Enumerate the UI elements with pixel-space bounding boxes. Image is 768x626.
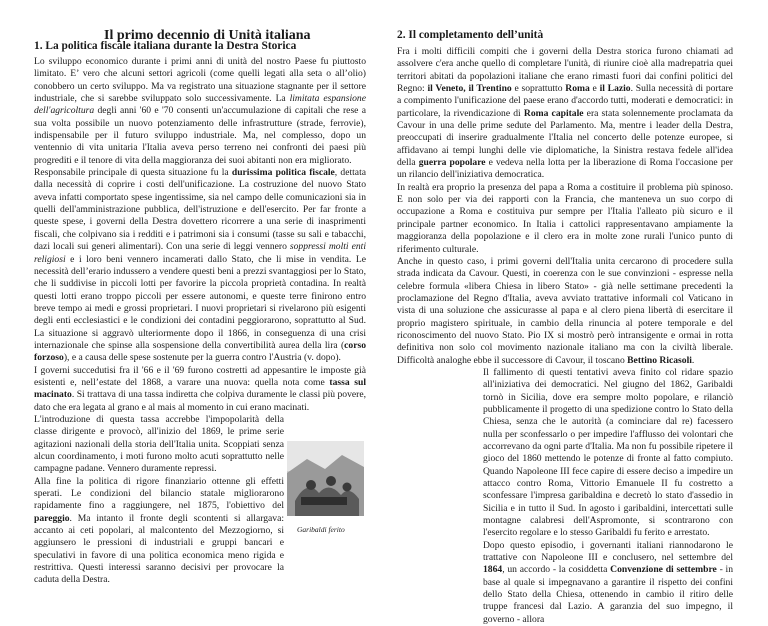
- paragraph: [34, 365, 366, 414]
- bold-text: Bettino Ricasoli: [627, 354, 692, 366]
- text-run: , un accordo - la cosiddetta: [502, 564, 611, 576]
- garibaldi-wounded-illustration: [287, 441, 364, 516]
- bold-text: corso forzoso: [34, 339, 366, 364]
- text-run: e vedeva nella lotta per la liberazione di Roma l'occasione per un rilancio dell'iniziativa democratica.: [397, 157, 733, 181]
- bold-text: Roma capitale: [523, 107, 584, 119]
- text-run: Responsabile principale di questa situazione fu la: [34, 167, 232, 179]
- text-run: Fra i molti difficili compiti che i governi della Destra storica furono chiamati ad assolvere c'era anche quello di completare l'unità, di riunire cioè alla madrepatria quei territori abitati da popolazioni italiane che erano rimasti fuori dai confini politici del Regno:: [397, 46, 733, 95]
- text-run: . Sulla necessità di portare a compimento l'unificazione del paese erano d'accordo tutti, moderati e democratici: in particolare, la rivendicazione di: [397, 83, 733, 119]
- italic-text: soppressi molti enti religiosi: [34, 241, 366, 265]
- section-1-heading: 1. La politica fiscale italiana durante la Destra Storica: [34, 40, 297, 52]
- figure-caption: Garibaldi ferito: [297, 525, 345, 534]
- engraving-image: [287, 441, 364, 516]
- text-run: . Ma intanto il fronte degli scontenti si allargava: accanto ai ceti popolari, al malcontento del Mezzogiorno, si aggiunsero le pressioni di industriali e gruppi bancari e speculativi in favore di una politica economica meno rigida e restrittiva. Questi interessi saranno decisivi per provocare la caduta della Destra.: [34, 512, 284, 586]
- bold-text: guerra popolare: [418, 157, 486, 169]
- text-run: In realtà era proprio la presenza del papa a Roma a costituire il problema più spinoso. E non solo per via dei rapporti con la Francia, che manteneva un suo corpo di occupazione a Roma e costituiva pur sempre per l'Italia l'alleato più sicuro e il principale partner economico. In Italia i cattolici rappresentavano ampiamente la maggioranza della popolazione e il clero era in molte zone rurali l'unico punto di riferimento culturale.: [397, 181, 733, 255]
- bold-text: il Lazio: [599, 83, 631, 95]
- text-run: degli anni '60 e '70 consenti un'accumulazione di capitali che rese a sua volta possibile un nuovo potenziamento delle infrastrutture (strade, ferrovie), indispensabile per il futuro sviluppo industriale. Ma, nel complesso, dopo un ventennio di vita unitaria l'Italia aveva perso terreno nei confronti dei paesi più progrediti e il tenore di vita della maggioranza dei suoi abitanti non era migliorato.: [34, 105, 366, 166]
- text-run: - in base al quale si impegnavano a garantire il rispetto dei confini dello Stato della Chiesa, ottenendo in cambio il ritiro delle truppe francesi dal Lazio. A garanzia del suo impegno, il governo - allora: [483, 564, 733, 625]
- bold-text: tassa sul macinato: [34, 376, 367, 401]
- text-run: Dopo questo episodio, i governanti italiani riannodarono le trattative con Napoleone III e conclusero, nel settembre del: [483, 539, 733, 564]
- paragraph: [34, 167, 366, 365]
- text-run: Anche in questo caso, i primi governi dell'Italia unita cercarono di procedere sulla strada indicata da Cavour. Questi, in coerenza con le sue convinzioni - espresse nella celebre formula «libera Chiesa in libero Stato» - già nelle settimane precedenti la proclamazione del Regno d'Italia, aveva avviato trattative informali col Vaticano in vista di una soluzione che assicurasse al papa e al clero piena libertà di esercitare il proprio magistero spirituale, in cambio della rinuncia al potere temporale e del riconoscimento del nuovo Stato. Pio IX si mostrò però intransigente e ormai in rotta definitiva non solo col movimento nazionale italiano ma con la civiltà liberale. Difficoltà analoghe ebbe il successore di Cavour, il toscano: [397, 255, 733, 366]
- text-run: . Si trattava di una tassa indiretta che colpiva duramente le classi più povere, dato che era legata al grano e al mais al momento in cui erano macinati.: [34, 389, 366, 413]
- text-run: era stata solennemente proclamata da Cavour in una delle prime sedute del Parlamento. Ma, mentre i leader della Destra, preoccupati di inserire gradualmente l'Italia nel concerto delle potenze europee, si affidavano ai tempi lunghi delle vie diplomatiche, la Sinistra restava fedele all'idea della: [397, 107, 734, 169]
- section-2-heading: 2. Il completamento dell’unità: [397, 29, 544, 41]
- paragraph: [483, 367, 733, 540]
- text-run: , dettata dalla necessità di coprire i costi dell'unificazione. La costruzione del nuovo Stato aveva infatti comportato spese ingentissime, sia nel campo delle comunicazioni sia in quelli dell'amministrazione pubblica, dell'istruzione e dell'esercito. Per far fronte a queste spese, i governi della Destra dovettero ricorrere a una serie di inasprimenti fiscali, che colpivano sia i redditi e i patrimoni sia i consumi (tasse su sali e tabacchi, dazi locali sui generi alimentari). Con una serie di leggi vennero: [34, 167, 366, 253]
- wrapped-text: [34, 414, 284, 587]
- text-run: ), e a causa delle spese sostenute per la guerra contro l'Austria (v. dopo).: [63, 352, 341, 364]
- paragraph: [397, 182, 733, 256]
- bold-text: pareggio: [34, 512, 70, 524]
- wrapped-text: [397, 367, 733, 626]
- bold-text: il Veneto, il Trentino: [427, 83, 512, 95]
- paragraph: [34, 414, 284, 476]
- bold-text: Roma: [565, 83, 590, 95]
- text-run: L'introduzione di questa tassa accrebbe l'impopolarità della classe dirigente e provocò, all'inizio del 1869, le prime serie agitazioni nazionali della storia dell'Italia unita. Scoppiati senza alcun coordinamento, i moti furono molto acuti soprattutto nelle campagne padane. Vennero duramente repressi.: [34, 413, 284, 475]
- text-run: e i loro beni vennero incamerati dallo Stato, che li mise in vendita. Le necessità dell’erario indussero a vendere questi beni a prezzi svantaggiosi per lo Stato, che li suddivise in piccoli lotti per favorire la piccola proprietà contadina. In realtà questi lotti erano troppo piccoli per essere autonomi, e queste terre finirono entro breve tempo ai medi e grossi proprietari. I nuovi proprietari si rivelarono più esigenti degli enti ecclesiastici e le condizioni dei contadini peggiorarono, soprattutto al Sud. La situazione si aggravò ulteriormente dopo il 1866, in conseguenza di una crisi internazionale che spinse alla sospensione della convertibilità aurea della lira (: [34, 253, 366, 351]
- text-run: Alla fine la politica di rigore finanziario ottenne gli effetti sperati. Le condizioni del bilancio statale migliorarono rapidamente fino a raggiungere, nel 1875, l'obiettivo del: [34, 475, 284, 512]
- text-run: e soprattutto: [511, 83, 566, 95]
- document-title: Il primo decennio di Unità italiana: [104, 28, 311, 43]
- text-run: .: [691, 354, 695, 366]
- paragraph: [397, 46, 733, 182]
- text-run: Lo sviluppo economico durante i primi anni di unità del nostro Paese fu piuttosto limitato. E’ vero che alcuni settori agricoli (come quelli legati alla seta o all’olio) conobbero un certo sviluppo. Ma va registrato una situazione stagnante per il settore industriale, che si sarebbe sviluppato solo successivamente. La: [34, 56, 366, 105]
- paragraph: [397, 256, 733, 367]
- italic-text: limitata espansione dell'agricoltura: [34, 93, 366, 117]
- text-run: Il fallimento di questi tentativi aveva finito col ridare spazio all'iniziativa dei democratici. Nel giugno del 1862, Garibaldi tornò in Sicilia, dove era sempre molto popolare, e rilanciò pubblicamente il progetto di una spedizione contro lo Stato della Chiesa, senza che le autorità (a cominciare dal re) facessero nulla per sconfessarlo o per impedire l'afflusso dei volontari che accorrevano da ogni parte d'Italia. Ma non fu possibile ripetere il gioco del 1860 mettendo le potenze di fronte al fatto compiuto. Quando Napoleone III fece capire di essere deciso a impedire un attacco contro Roma, Vittorio Emanuele II fu costretto a sconfessare l'impresa garibaldina e decretò lo stato d'assedio in Sicilia e in tutto il Sud. In agosto i garibaldini, intercettati sulle montagne calabresi dell'Aspromonte, si scontrarono con l'esercito regolare e lo stesso Garibaldi fu ferito e arrestato.: [483, 366, 733, 539]
- text-run: e: [589, 83, 600, 95]
- text-run: I governi succedutisi fra il '66 e il '69 furono costretti ad appesantire le imposte già esistenti e, nell’estate del 1868, a varare una nuova: quella nota come: [34, 364, 366, 388]
- right-column: [397, 46, 733, 626]
- bold-text: durissima politica fiscale: [231, 167, 335, 179]
- paragraph: [483, 540, 733, 626]
- paragraph: [34, 476, 284, 587]
- paragraph: [34, 56, 366, 167]
- bold-text: Convenzione di settembre: [610, 564, 717, 576]
- bold-text: 1864: [483, 564, 503, 576]
